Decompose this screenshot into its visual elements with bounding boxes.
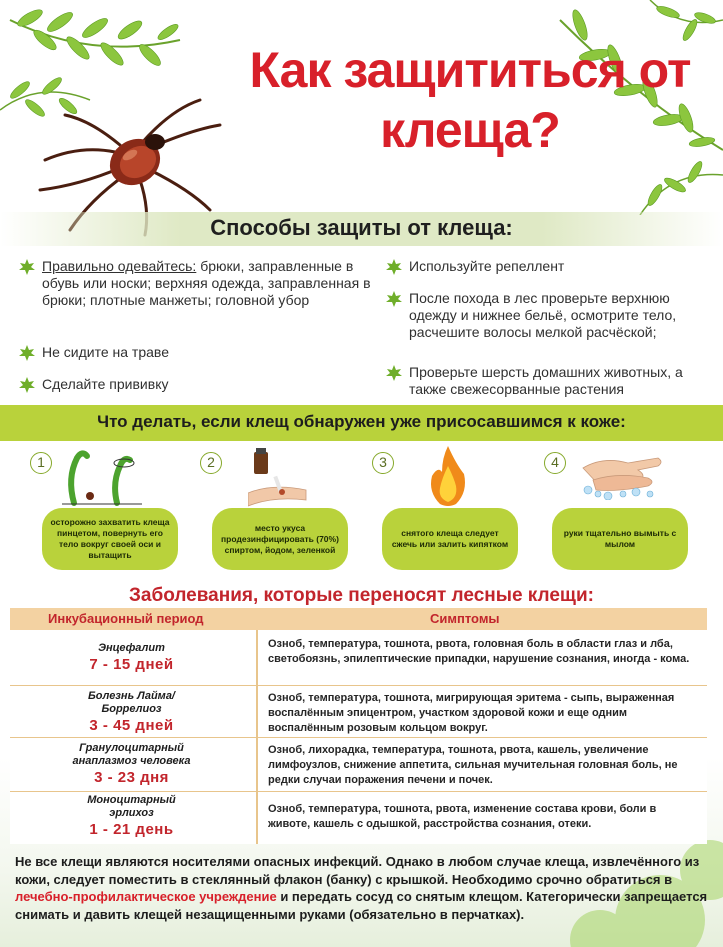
incubation-period: 3 - 45 дней (89, 717, 174, 734)
disease-name: Энцефалит (98, 642, 165, 654)
leaf-icon (385, 290, 403, 308)
symptoms-text: Озноб, температура, тошнота, мигрирующая эритема - сыпь, выраженная воспалённым эпицентром, участком здоровой кожи и еще одним воспалённым розовым кольцом вокруг. (268, 692, 675, 734)
incubation-period: 7 - 15 дней (89, 656, 174, 673)
wash-hands-icon (578, 448, 668, 500)
table-row (10, 686, 707, 738)
table-row (10, 630, 707, 686)
method-vaccinate (18, 376, 378, 394)
note-highlight: лечебно-профилактическое учреждение (15, 889, 277, 904)
tweezers-icon (62, 448, 142, 508)
symptoms-text: Озноб, температура, тошнота, рвота, головная боль в области глаз и лба, светобоязнь, эпилептические припадки, нарушение сознания, иногда - кома. (268, 638, 690, 665)
leaf-icon (18, 344, 36, 362)
diseases-table (10, 608, 707, 844)
methods-heading: Способы защиты от клеща: (210, 215, 513, 240)
method-no-grass-text: Не сидите на траве (42, 344, 169, 360)
table-header (10, 608, 707, 630)
leaf-icon (385, 258, 403, 276)
disease-name: Болезнь Лайма/ Боррелиоз (87, 690, 175, 715)
step-1-text: осторожно захватить клеща пинцетом, повернуть его тело вокруг своей оси и вытащить (42, 508, 178, 570)
steps-heading: Что делать, если клещ обнаружен уже присосавшимся к коже: (97, 412, 626, 431)
method-check-pets-text: Проверьте шерсть домашних животных, а также свежесорванные растения (409, 364, 683, 397)
leaf-icon (18, 376, 36, 394)
column-header-symptoms: Симптомы (430, 611, 500, 626)
method-vaccinate-text: Сделайте прививку (42, 376, 169, 392)
leaf-icon (385, 364, 403, 382)
method-dress (18, 258, 378, 309)
steps-header-band (0, 405, 723, 441)
symptoms-text: Озноб, температура, тошнота, рвота, изменение состава крови, боли в животе, кашель с одышкой, расстройства сознания, отеки. (268, 803, 657, 830)
method-repellent-text: Используйте репеллент (409, 258, 565, 274)
page-title: Как защититься от клеща? (249, 42, 691, 158)
note-part-2: и передать сосуд со снятым клещом. Категорически запрещается снимать и давить клещей незащищенными руками (обязательно в перчатках). (15, 889, 708, 922)
methods-header-band (0, 212, 723, 246)
disease-name: Гранулоцитарный анаплазмоз человека (72, 742, 191, 767)
fire-icon (428, 444, 468, 508)
step-3-number: 3 (372, 452, 394, 474)
method-check-body-text: После похода в лес проверьте верхнюю одежду и нижнее бельё, осмотрите тело, расчешите волосы мелкой расчёской; (409, 290, 677, 340)
method-check-body (385, 290, 705, 341)
diseases-heading: Заболевания, которые переносят лесные клещи: (129, 585, 594, 606)
disinfect-icon (248, 448, 308, 508)
table-row (10, 738, 707, 792)
incubation-period: 3 - 23 дня (94, 769, 169, 786)
step-4-number: 4 (544, 452, 566, 474)
method-no-grass (18, 344, 378, 362)
step-2-text: место укуса продезинфицировать (70%) спиртом, йодом, зеленкой (212, 508, 348, 570)
column-header-period: Инкубационный период (48, 611, 204, 626)
table-row (10, 792, 707, 844)
method-dress-label: Правильно одевайтесь: (42, 258, 197, 274)
leaf-icon (18, 258, 36, 276)
step-4-text: руки тщательно вымыть с мылом (552, 508, 688, 570)
method-dress-text: брюки, заправленные в обувь или носки; верхняя одежда, заправленная в брюки; плотные манжеты; головной убор (42, 258, 371, 308)
note-part-1: Не все клещи являются носителями опасных инфекций. Однако в любом случае клеща, извлечённого из кожи, следует поместить в стеклянный флакон (банку) с крышкой. Необходимо срочно обратиться в (15, 854, 700, 887)
bottom-note (15, 853, 715, 923)
step-3-text: снятого клеща следует сжечь или залить кипятком (382, 508, 518, 570)
disease-name: Моноцитарный эрлихоз (87, 794, 176, 819)
method-check-pets (385, 364, 705, 398)
step-1-number: 1 (30, 452, 52, 474)
symptoms-text: Озноб, лихорадка, температура, тошнота, рвота, кашель, увеличение лимфоузлов, снижение аппетита, сильная мучительная головная боль, не редки случаи поражения печени и почек. (268, 744, 678, 786)
method-repellent (385, 258, 705, 276)
incubation-period: 1 - 21 день (89, 821, 174, 838)
step-2-number: 2 (200, 452, 222, 474)
